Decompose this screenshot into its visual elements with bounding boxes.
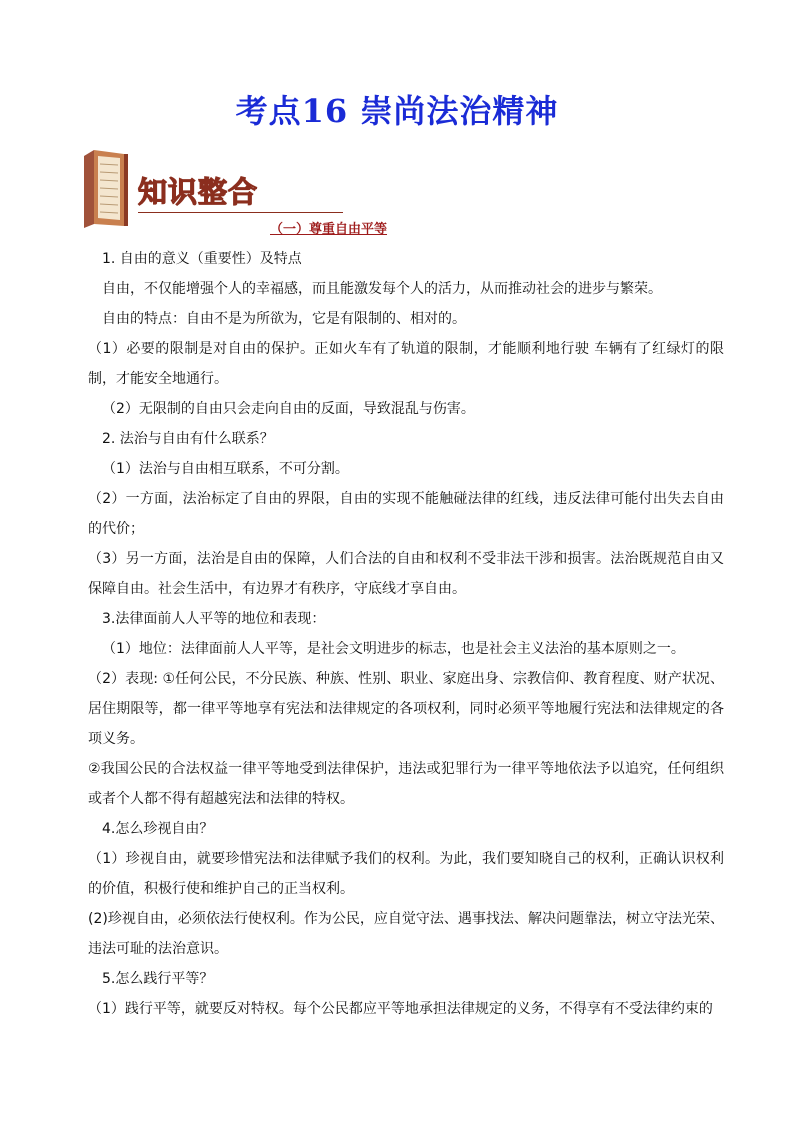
banner-underline — [138, 212, 343, 213]
paragraph: 2. 法治与自由有什么联系？ — [102, 431, 274, 447]
paragraph: 4.怎么珍视自由？ — [102, 821, 214, 837]
page-title: 考点16 崇尚法治精神 — [235, 92, 559, 130]
document-body — [88, 244, 724, 1024]
paragraph: 自由，不仅能增强个人的幸福感，而且能激发每个人的活力，从而推动社会的进步与繁荣。 — [102, 281, 662, 297]
book-icon — [80, 148, 132, 228]
paragraph: 5.怎么践行平等？ — [102, 971, 214, 987]
paragraph: 3.法律面前人人平等的地位和表现： — [102, 611, 326, 627]
knowledge-banner — [80, 148, 270, 228]
paragraph: ②我国公民的合法权益一律平等地受到法律保护，违法或犯罪行为一律平等地依法予以追究，任何组织或者个人都不得有超越宪法和法律的特权。 — [88, 761, 724, 807]
paragraph: （1）地位：法律面前人人平等，是社会文明进步的标志，也是社会主义法治的基本原则之一。 — [102, 641, 685, 657]
paragraph: 自由的特点：自由不是为所欲为，它是有限制的、相对的。 — [102, 311, 466, 327]
paragraph: （1）践行平等，就要反对特权。每个公民都应平等地承担法律规定的义务，不得享有不受法律约束的 — [88, 1001, 713, 1017]
paragraph: 1. 自由的意义（重要性）及特点 — [102, 251, 302, 267]
paragraph: （2）一方面，法治标定了自由的界限，自由的实现不能触碰法律的红线，违反法律可能付出失去自由的代价； — [88, 491, 724, 537]
paragraph: （2）表现: ①任何公民，不分民族、种族、性别、职业、家庭出身、宗教信仰、教育程度、财产状况、居住期限等，都一律平等地享有宪法和法律规定的各项权利，同时必须平等地履行宪法和法律规定的各项义务。 — [88, 671, 724, 747]
paragraph: （3）另一方面，法治是自由的保障，人们合法的自由和权利不受非法干涉和损害。法治既规范自由又保障自由。社会生活中，有边界才有秩序，守底线才享自由。 — [88, 551, 724, 597]
paragraph: (2)珍视自由，必须依法行使权利。作为公民，应自觉守法、遇事找法、解决问题靠法，树立守法光荣、违法可耻的法治意识。 — [88, 911, 724, 957]
paragraph: （1）珍视自由，就要珍惜宪法和法律赋予我们的权利。为此，我们要知晓自己的权利，正确认识权利的价值，积极行使和维护自己的正当权利。 — [88, 851, 724, 897]
paragraph: （2）无限制的自由只会走向自由的反面，导致混乱与伤害。 — [102, 401, 475, 417]
banner-label: 知识整合 — [138, 175, 259, 209]
section-heading: （一）尊重自由平等 — [270, 222, 388, 237]
paragraph: （1）法治与自由相互联系，不可分割。 — [102, 461, 349, 477]
paragraph: （1）必要的限制是对自由的保护。正如火车有了轨道的限制，才能顺利地行驶 车辆有了红绿灯的限制，才能安全地通行。 — [88, 341, 724, 387]
